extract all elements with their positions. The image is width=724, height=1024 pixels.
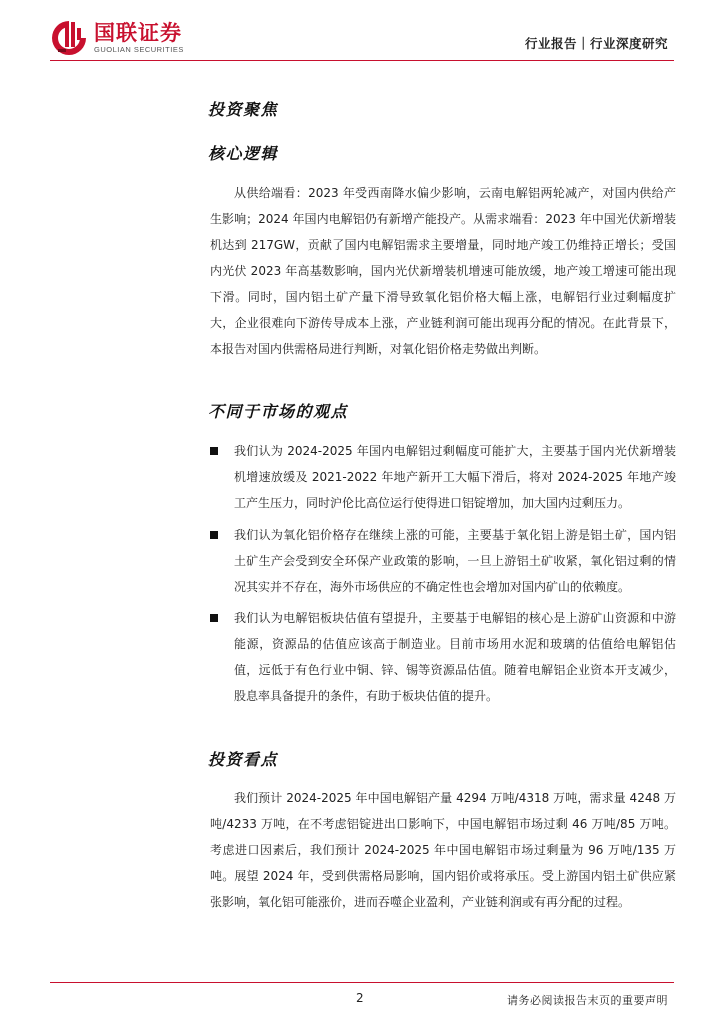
footer-divider — [50, 982, 674, 983]
logo-mark-icon — [50, 19, 88, 57]
heading-different-view: 不同于市场的观点 — [208, 402, 349, 421]
header-divider — [50, 60, 674, 61]
page-header — [0, 0, 724, 62]
report-type-label: 行业报告｜行业深度研究 — [524, 36, 668, 51]
view-bullet-2 — [210, 522, 676, 600]
heading-core-logic: 核心逻辑 — [208, 144, 279, 163]
company-logo — [50, 18, 184, 58]
invest-points-paragraph: 我们预计 2024-2025 年中国电解铝产量 4294 万吨/4318 万吨，需求量 4248 万吨/4233 万吨，在不考虑铝锭进出口影响下，中国电解铝市场过剩 46 万吨/85 万吨。考虑进口因素后，我们预计 2024-2025 年中国电解铝市场过剩量为 96 万吨/135 万吨。展望 2024 年，受到供需格局影响，国内铝价或将承压。受上游国内铝土矿供应紧张影响，氧化铝可能涨价，进而吞噬企业盈利，产业链利润或有再分配的过程。 — [210, 791, 676, 909]
heading-invest-points: 投资看点 — [208, 750, 279, 769]
core-logic-paragraph: 从供给端看：2023 年受西南降水偏少影响，云南电解铝两轮减产，对国内供给产生影响；2024 年国内电解铝仍有新增产能投产。从需求端看：2023 年中国光伏新增装机达到 217GW，贡献了国内电解铝需求主要增量，同时地产竣工仍维持正增长；受国内光伏 2023 年高基数影响，国内光伏新增装机增速可能放缓，地产竣工增速可能出现下滑。同时，国内铝土矿产量下滑导致氧化铝价格大幅上涨，电解铝行业过剩幅度扩大，企业很难向下游传导成本上涨，产业链利润可能出现再分配的情况。在此背景下，本报告对国内供需格局进行判断，对氧化铝价格走势做出判断。 — [210, 186, 676, 356]
footer-disclaimer: 请务必阅读报告末页的重要声明 — [507, 994, 668, 1007]
bullet-text: 我们认为电解铝板块估值有望提升，主要基于电解铝的核心是上游矿山资源和中游能源，资源品的估值应该高于制造业。目前市场用水泥和玻璃的估值给电解铝估值，远低于有色行业中铜、锌、锡等资源品估值。随着电解铝企业资本开支减少，股息率具备提升的条件，有助于板块估值的提升。 — [234, 611, 676, 703]
bullet-square-icon — [210, 447, 218, 455]
view-bullet-3 — [210, 605, 676, 709]
heading-invest-focus: 投资聚焦 — [208, 100, 279, 119]
page-number: 2 — [356, 991, 364, 1005]
view-bullet-1 — [210, 438, 676, 516]
bullet-text: 我们认为氧化铝价格存在继续上涨的可能，主要基于氧化铝上游是铝土矿，国内铝土矿生产会受到安全环保产业政策的影响，一旦上游铝土矿收紧，氧化铝过剩的情况其实并不存在，海外市场供应的不确定性也会增加对国内矿山的依赖度。 — [234, 528, 676, 594]
logo-chinese-name: 国联证券 — [94, 21, 182, 45]
logo-english-name: GUOLIAN SECURITIES — [94, 45, 184, 54]
bullet-text: 我们认为 2024-2025 年国内电解铝过剩幅度可能扩大，主要基于国内光伏新增装机增速放缓及 2021-2022 年地产新开工大幅下滑后，将对 2024-2025 年地产竣工产生压力，同时沪伦比高位运行使得进口铝锭增加，加大国内过剩压力。 — [234, 444, 676, 510]
bullet-square-icon — [210, 531, 218, 539]
bullet-square-icon — [210, 614, 218, 622]
